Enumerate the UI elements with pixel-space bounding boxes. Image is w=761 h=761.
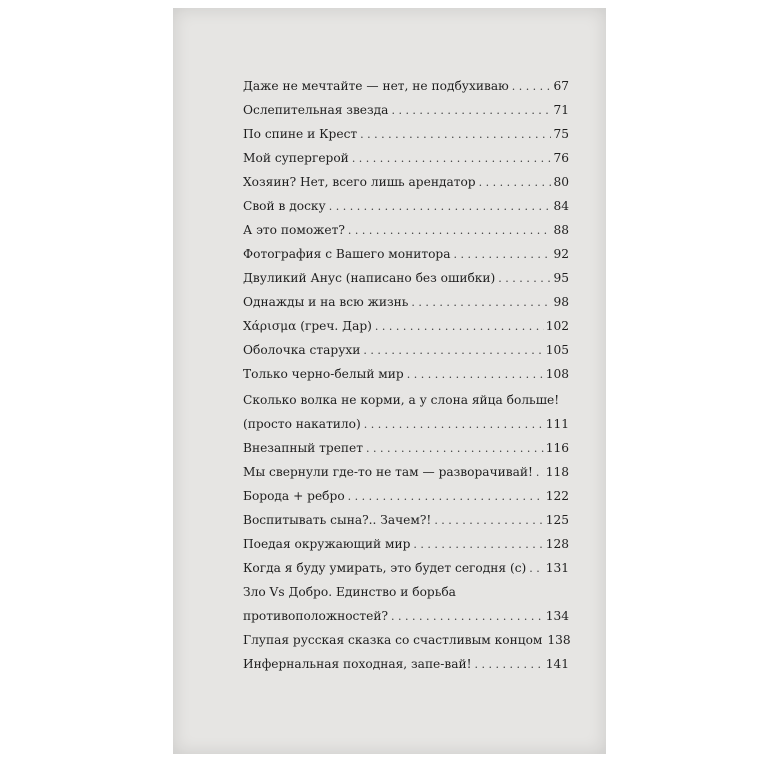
- toc-entry: [243, 532, 569, 556]
- toc-page: 125: [545, 513, 569, 527]
- toc-title: Зло Vs Добро. Единство и борьба: [243, 585, 456, 599]
- toc-leader: [498, 267, 551, 291]
- toc-entry: [243, 122, 569, 146]
- toc-leader: [329, 195, 552, 219]
- toc-entry: [243, 628, 569, 652]
- toc-page: 111: [545, 417, 569, 431]
- toc-entry: [243, 218, 569, 242]
- toc-title: Даже не мечтайте — нет, не подбухиваю: [243, 79, 509, 93]
- toc-leader: [364, 413, 544, 437]
- toc-leader: [529, 557, 543, 581]
- toc-title: Воспитывать сына?.. Зачем?!: [243, 513, 432, 527]
- book-page: [173, 8, 606, 754]
- toc-entry: [243, 194, 569, 218]
- toc-title: Хозяин? Нет, всего лишь арендатор: [243, 175, 476, 189]
- toc-title: Оболочка старухи: [243, 343, 361, 357]
- toc-title-continued: противоположностей?: [243, 609, 388, 623]
- toc-entry: [243, 266, 569, 290]
- toc-title: Инфернальная походная, запе-вай!: [243, 657, 472, 671]
- toc-leader: [407, 363, 544, 387]
- toc-page: 76: [553, 151, 569, 165]
- toc-title: Внезапный трепет: [243, 441, 363, 455]
- toc-leader: [475, 653, 544, 677]
- table-of-contents: [243, 74, 569, 676]
- toc-entry: [243, 74, 569, 98]
- toc-page: 67: [553, 79, 569, 93]
- toc-leader: [360, 123, 551, 147]
- toc-title: Мой супергерой: [243, 151, 349, 165]
- toc-page: 138: [547, 633, 571, 647]
- toc-leader: [413, 533, 543, 557]
- toc-leader: [348, 219, 552, 243]
- toc-leader: [391, 605, 544, 629]
- toc-title: Поедая окружающий мир: [243, 537, 411, 551]
- toc-entry: [243, 146, 569, 170]
- toc-title: Двуликий Анус (написано без ошибки): [243, 271, 496, 285]
- toc-entry: [243, 556, 569, 580]
- toc-title: Свой в доску: [243, 199, 326, 213]
- toc-entry: [243, 388, 569, 436]
- toc-leader: [479, 171, 552, 195]
- toc-title: А это поможет?: [243, 223, 345, 237]
- toc-title: Только черно-белый мир: [243, 367, 404, 381]
- toc-leader: [434, 509, 543, 533]
- toc-leader: [375, 315, 544, 339]
- toc-page: 80: [553, 175, 569, 189]
- toc-page: 108: [545, 367, 569, 381]
- toc-entry: [243, 460, 569, 484]
- toc-leader: [411, 291, 551, 315]
- toc-leader: [512, 75, 552, 99]
- toc-page: 84: [553, 199, 569, 213]
- toc-entry: [243, 484, 569, 508]
- toc-entry: [243, 652, 569, 676]
- toc-leader: [391, 99, 551, 123]
- toc-page: 141: [545, 657, 569, 671]
- toc-entry: [243, 170, 569, 194]
- toc-title: Однажды и на всю жизнь: [243, 295, 409, 309]
- toc-page: 118: [545, 465, 569, 479]
- bleed-through-text: [323, 44, 463, 57]
- toc-page: 116: [545, 441, 569, 455]
- toc-entry: [243, 242, 569, 266]
- toc-entry: [243, 508, 569, 532]
- toc-entry: [243, 338, 569, 362]
- toc-title: Фотография с Вашего монитора: [243, 247, 451, 261]
- toc-page: 131: [545, 561, 569, 575]
- toc-page: 102: [545, 319, 569, 333]
- toc-page: 122: [545, 489, 569, 503]
- toc-title: Ослепительная звезда: [243, 103, 389, 117]
- toc-entry: [243, 290, 569, 314]
- toc-leader: [352, 147, 552, 171]
- toc-page: 92: [553, 247, 569, 261]
- toc-title: Когда я буду умирать, это будет сегодня (с): [243, 561, 527, 575]
- toc-page: 88: [553, 223, 569, 237]
- toc-title-continued: (просто накатило): [243, 417, 361, 431]
- toc-title: Глупая русская сказка со счастливым концом: [243, 633, 543, 647]
- toc-title: Борода + ребро: [243, 489, 345, 503]
- toc-entry: [243, 362, 569, 386]
- toc-page: 128: [545, 537, 569, 551]
- toc-leader: [454, 243, 552, 267]
- toc-title: Мы свернули где-то не там — разворачивай!: [243, 465, 533, 479]
- toc-leader: [363, 339, 543, 363]
- toc-title: Χάρισμα (греч. Дар): [243, 319, 372, 333]
- toc-entry: [243, 314, 569, 338]
- toc-title: Сколько волка не корми, а у слона яйца больше!: [243, 393, 560, 407]
- toc-page: 98: [553, 295, 569, 309]
- toc-page: 134: [545, 609, 569, 623]
- toc-leader: [536, 461, 544, 485]
- toc-page: 71: [553, 103, 569, 117]
- toc-page: 105: [545, 343, 569, 357]
- toc-entry: [243, 580, 569, 628]
- toc-entry: [243, 98, 569, 122]
- toc-title: По спине и Крест: [243, 127, 358, 141]
- toc-page: 95: [553, 271, 569, 285]
- toc-entry: [243, 436, 569, 460]
- toc-page: 75: [553, 127, 569, 141]
- toc-leader: [366, 437, 544, 461]
- toc-leader: [348, 485, 544, 509]
